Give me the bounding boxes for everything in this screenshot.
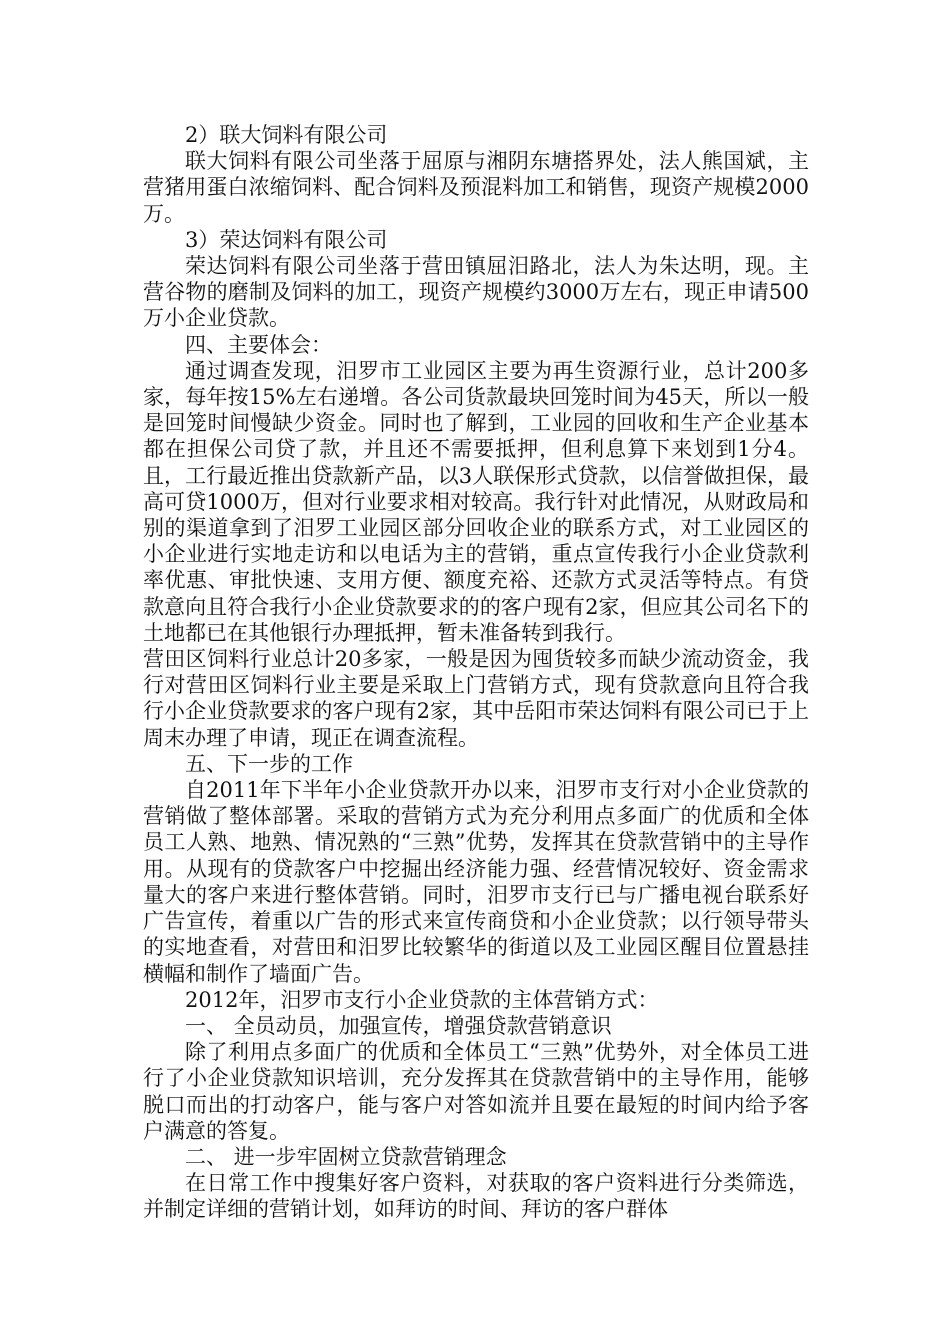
paragraph-rongda-desc: 荣达饲料有限公司坐落于营田镇屈汨路北，法人为朱达明，现。主营谷物的磨制及饲料的加工，现资产规模约3000万左右，现正申请500万小企业贷款。 <box>143 254 809 331</box>
paragraph-yingtian-feed: 营田区饲料行业总计20多家，一般是因为囤货较多而缺少流动资金，我行对营田区饲料行业主要是采取上门营销方式，现有贷款意向且符合我行小企业贷款要求的客户现有2家，其中岳阳市荣达饲料有限公司已于上周末办理了申请，现正在调查流程。 <box>143 647 809 750</box>
paragraph-industrial-park: 通过调查发现，汨罗市工业园区主要为再生资源行业，总计200多家，每年按15%左右递增。各公司货款最块回笼时间为45天，所以一般是回笼时间慢缺少资金。同时也了解到，工业园的回收和生产企业基本都在担保公司贷了款，并且还不需要抵押，但利息算下来划到1分4。且，工行最近推出贷款新产品，以3人联保形式贷款，以信誉做担保，最高可贷1000万，但对行业要求相对较高。我行针对此情况，从财政局和别的渠道拿到了汨罗工业园区部分回收企业的联系方式，对工业园区的小企业进行实地走访和以电话为主的营销，重点宣传我行小企业贷款利率优惠、审批快速、支用方便、额度充裕、还款方式灵活等特点。有贷款意向且符合我行小企业贷款要求的的客户现有2家，但应其公司名下的土地都已在其他银行办理抵押，暂未准备转到我行。 <box>143 358 809 645</box>
subheading-mobilization: 一、 全员动员，加强宣传，增强贷款营销意识 <box>185 1013 612 1038</box>
paragraph-marketing-plan: 自2011年下半年小企业贷款开办以来，汨罗市支行对小企业贷款的营销做了整体部署。采取的营销方式为充分利用点多面广的优质和全体员工人熟、地熟、情况熟的“三熟”优势，发挥其在贷款营销中的主导作用。从现有的贷款客户中挖掘出经济能力强、经营情况较好、资金需求量大的客户来进行整体营销。同时，汨罗市支行已与广播电视台联系好广告宣传，着重以广告的形式来宣传商贷和小企业贷款；以行领导带头的实地查看，对营田和汨罗比较繁华的街道以及工业园区醒目位置悬挂横幅和制作了墙面广告。 <box>143 778 809 986</box>
heading-lianda: 2）联大饲料有限公司 <box>185 123 388 147</box>
paragraph-lianda-desc: 联大饲料有限公司坐落于屈原与湘阴东塘搭界处，法人熊国斌，主营猪用蛋白浓缩饲料、配合饲料及预混料加工和销售，现资产规模2000万。 <box>143 149 809 226</box>
document-page <box>143 122 809 1223</box>
paragraph-2012-intro: 2012年，汨罗市支行小企业贷款的主体营销方式： <box>185 987 659 1012</box>
heading-rongda: 3）荣达饲料有限公司 <box>185 227 388 252</box>
paragraph-customer-data: 在日常工作中搜集好客户资料，对获取的客户资料进行分类筛选，并制定详细的营销计划，如拜访的时间、拜访的客户群体 <box>143 1171 809 1222</box>
subheading-marketing-concept: 二、 进一步牢固树立贷款营销理念 <box>185 1144 507 1169</box>
section-heading-next-steps: 五、下一步的工作 <box>185 751 353 776</box>
paragraph-training: 除了利用点多面广的优质和全体员工“三熟”优势外，对全体员工进行了小企业贷款知识培训，充分发挥其在贷款营销中的主导作用，能够脱口而出的打动客户，能与客户对答如流并且要在最短的时间内给予客户满意的答复。 <box>143 1040 809 1143</box>
section-heading-insights: 四、主要体会： <box>185 332 332 357</box>
